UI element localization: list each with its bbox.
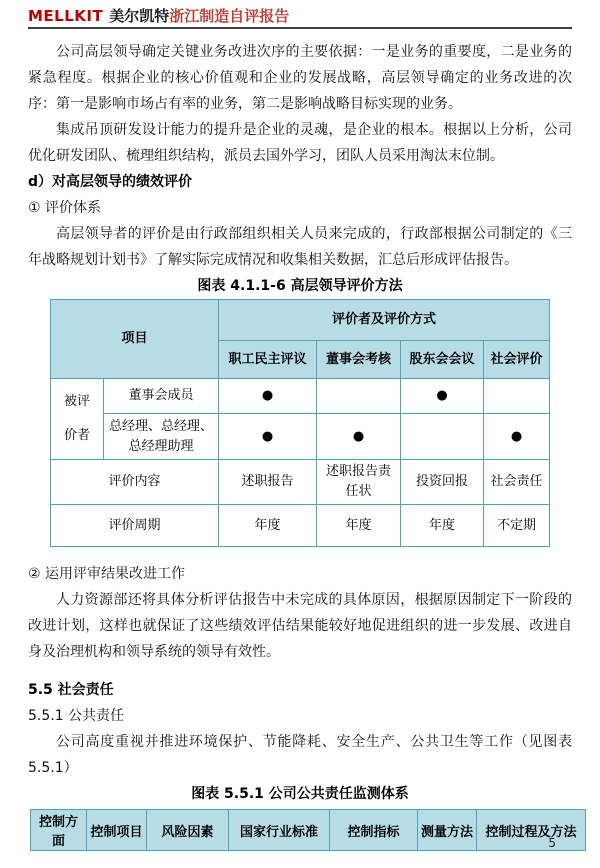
table1-method-header: 社会评价 bbox=[484, 341, 550, 379]
table2-header-cell: 控制指标 bbox=[330, 810, 418, 851]
brand-logo-text: MELLKIT bbox=[28, 7, 104, 25]
paragraph-public-work: 公司高度重视并推进环境保护、节能降耗、安全生产、公共卫生等工作（见图表 5.5.1） bbox=[28, 734, 572, 776]
mark-cell bbox=[401, 414, 484, 460]
heading-public-responsibility: 5.5.1 公共责任 bbox=[28, 708, 125, 724]
table1-evaluatee-group-label: 被评价者 bbox=[50, 379, 103, 460]
table2-header-cell: 控制过程及方法 bbox=[477, 810, 586, 851]
table-row bbox=[50, 414, 549, 460]
table1-row-label: 董事会成员 bbox=[103, 379, 218, 414]
public-responsibility-table bbox=[30, 809, 586, 851]
cycle-cell: 不定期 bbox=[484, 505, 550, 547]
report-title-red: 浙江制造自评报告 bbox=[169, 7, 290, 25]
paragraph-hr-improvement-plan: 人力资源部还将具体分析评估报告中未完成的具体原因，根据原因制定下一阶段的改进计划，这样也就保证了这些绩效评估结果能较好地促进组织的进一步发展、改进自身及治理机构和领导系统的领导有效性。 bbox=[28, 592, 572, 660]
cycle-cell: 年度 bbox=[219, 505, 317, 547]
page-number: 5 bbox=[548, 836, 556, 850]
table2-header-cell: 测量方法 bbox=[418, 810, 477, 851]
table2-header-cell: 风险因素 bbox=[147, 810, 229, 851]
table-row bbox=[50, 300, 549, 341]
table1-caption: 图表 4.1.1-6 高层领导评价方法 bbox=[197, 278, 403, 294]
table1-method-header: 董事会考核 bbox=[317, 341, 401, 379]
heading-leader-performance-evaluation: d）对高层领导的绩效评价 bbox=[28, 174, 193, 190]
mark-cell: ● bbox=[219, 379, 317, 414]
page-header bbox=[28, 0, 572, 29]
table-row bbox=[50, 379, 549, 414]
table2-caption: 图表 5.5.1 公司公共责任监测体系 bbox=[191, 786, 409, 802]
paragraph-evaluation-process: 高层领导者的评价是由行政部组织相关人员来完成的，行政部根据公司制定的《三年战略规划计划书》了解实际完成情况和收集相关数据，汇总后形成评估报告。 bbox=[28, 226, 572, 268]
table1-content-row-label: 评价内容 bbox=[50, 460, 218, 505]
mark-cell: ● bbox=[219, 414, 317, 460]
table2-header-cell: 国家行业标准 bbox=[229, 810, 330, 851]
content-cell: 述职报告责任状 bbox=[317, 460, 401, 505]
list-item-use-review-results: ② 运用评审结果改进工作 bbox=[28, 566, 186, 582]
table1-row-label: 总经理、总经理、总经理助理 bbox=[103, 414, 218, 460]
list-item-evaluation-system: ① 评价体系 bbox=[28, 200, 102, 216]
mark-cell bbox=[317, 379, 401, 414]
content-cell: 社会责任 bbox=[484, 460, 550, 505]
content-cell: 投资回报 bbox=[401, 460, 484, 505]
content-cell: 述职报告 bbox=[219, 460, 317, 505]
table1-corner-header-cell: 项目 bbox=[50, 300, 218, 379]
mark-cell: ● bbox=[484, 414, 550, 460]
mark-cell: ● bbox=[401, 379, 484, 414]
table-row bbox=[50, 460, 549, 505]
mark-cell: ● bbox=[317, 414, 401, 460]
cycle-cell: 年度 bbox=[317, 505, 401, 547]
page-content bbox=[28, 39, 577, 851]
table2-header-cell: 控制方面 bbox=[31, 810, 87, 851]
table2-header-cell: 控制项目 bbox=[87, 810, 147, 851]
table-row bbox=[31, 810, 586, 851]
table1-method-header: 股东会会议 bbox=[401, 341, 484, 379]
table-row bbox=[50, 505, 549, 547]
mark-cell bbox=[484, 379, 550, 414]
table1-group-header-cell: 评价者及评价方式 bbox=[219, 300, 550, 341]
heading-social-responsibility: 5.5 社会责任 bbox=[28, 682, 114, 698]
paragraph-rd-capability: 集成吊顶研发设计能力的提升是企业的灵魂，是企业的根本。根据以上分析，公司优化研发团队、梳理组织结构，派员去国外学习，团队人员采用淘汰末位制。 bbox=[28, 122, 572, 164]
leader-evaluation-table bbox=[50, 299, 550, 547]
table1-method-header: 职工民主评议 bbox=[219, 341, 317, 379]
paragraph-improvement-order: 公司高层领导确定关键业务改进次序的主要依据：一是业务的重要度，二是业务的紧急程度。根据企业的核心价值观和企业的发展战略，高层领导确定的业务改进的次序：第一是影响市场占有率的业务，第二是影响战略目标实现的业务。 bbox=[28, 44, 572, 112]
report-title-company: 美尔凯特 bbox=[109, 7, 170, 25]
table1-cycle-row-label: 评价周期 bbox=[50, 505, 218, 547]
cycle-cell: 年度 bbox=[401, 505, 484, 547]
